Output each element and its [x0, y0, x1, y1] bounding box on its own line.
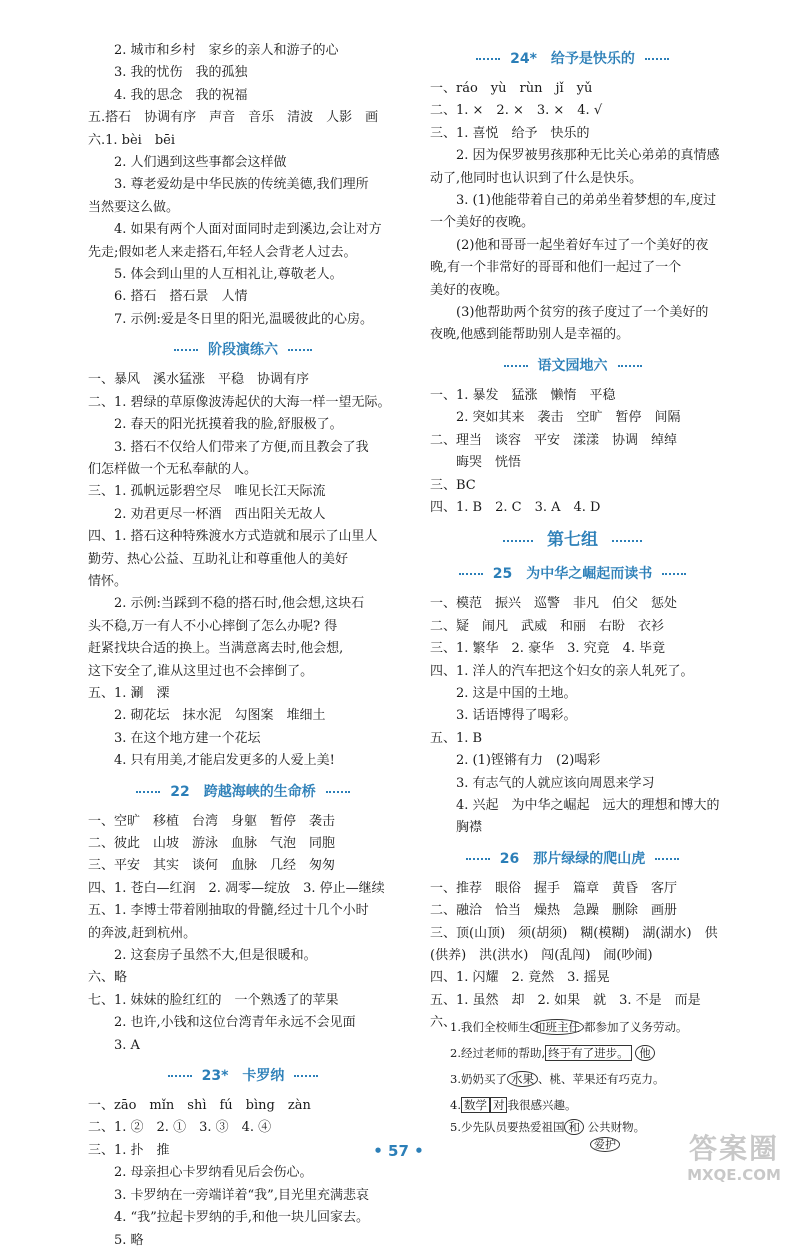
answer-line: 六、: [430, 1015, 457, 1031]
answer-line: 一、空旷 移植 台湾 身躯 暂停 袭击: [88, 813, 336, 829]
answer-line: 晦哭 恍悟: [456, 455, 522, 471]
answer-line: 二、1. 碧绿的草原像波涛起伏的大海一样一望无际。: [88, 394, 391, 410]
answer-line: (供养) 洪(洪水) 闯(乱闯) 闹(吵闹): [430, 948, 653, 963]
answer-line: 五、1. 李博士带着刚抽取的骨髓,经过十几个小时: [88, 903, 369, 919]
answer-line: 赶紧找块合适的换上。当满意离去时,他会想,: [88, 641, 344, 657]
answer-line: 2. 砌花坛 抹水泥 勾图案 堆细土: [114, 708, 326, 724]
diagram-text: 公共财物。: [587, 1120, 646, 1134]
answer-line: 3. 卡罗纳在一旁端详着“我”,目光里充满悲哀: [114, 1187, 369, 1203]
answer-line: 一、zāo mǐn shì fú bìng zàn: [88, 1098, 311, 1114]
diagram-sentence-3: [450, 1068, 664, 1090]
answer-line: 三、1. 喜悦 给予 快乐的: [430, 125, 590, 141]
answer-line: 3. 搭石不仅给人们带来了方便,而且教会了我: [114, 439, 369, 455]
answer-line: 5. 略: [114, 1232, 144, 1248]
diagram-circled-word: 和班主任: [530, 1019, 584, 1035]
section-heading: 22 跨越海峡的生命桥: [88, 781, 398, 803]
answer-line: 这下安全了,谁从这里过也不会摔倒了。: [88, 663, 314, 679]
diagram-sentence-2: [450, 1042, 655, 1064]
diagram-inserted-word: 他: [635, 1045, 655, 1061]
answer-line: 2. 母亲担心卡罗纳看见后会伤心。: [114, 1165, 313, 1181]
answer-line: 当然要这么做。: [88, 199, 180, 215]
answer-line: 3. A: [114, 1037, 140, 1053]
answer-line: 三、顶(山顶) 须(胡须) 糊(模糊) 湖(湖水) 供: [430, 925, 718, 941]
answer-line: 一、ráo yù rùn jǐ yǔ: [430, 81, 593, 96]
section-heading: 26 那片绿绿的爬山虎: [430, 848, 715, 870]
answer-line: (3)他帮助两个贫穷的孩子度过了一个美好的: [456, 305, 709, 321]
answer-line: 三、1. 扑 推: [88, 1142, 170, 1158]
answer-line: 2. 人们遇到这些事都会这样做: [114, 155, 287, 171]
answer-line: 情怀。: [88, 573, 128, 589]
answer-line: 的奔波,赶到杭州。: [88, 925, 197, 941]
answer-line: 先走;假如老人来走搭石,年轻人会背老人过去。: [88, 244, 357, 260]
answer-line: 2. (1)铿锵有力 (2)喝彩: [456, 753, 601, 769]
answer-line: 三、平安 其实 谈何 血脉 几经 匆匆: [88, 858, 336, 874]
answer-line: 3. 尊老爱幼是中华民族的传统美德,我们理所: [114, 177, 369, 193]
answer-line: 晚,有一个非常好的哥哥和他们一起过了一个: [430, 260, 682, 276]
answer-line: 2. 城市和乡村 家乡的亲人和游子的心: [114, 43, 339, 58]
answer-line: 五、1. B: [430, 730, 483, 746]
section-heading: 语文园地六: [430, 355, 715, 377]
answer-line: 六、略: [88, 970, 128, 986]
answer-line: 3. (1)他能带着自己的弟弟坐着梦想的车,度过: [456, 193, 717, 209]
answer-line: 2. 因为保罗被男孩那种无比关心弟弟的真情感: [456, 148, 720, 164]
answer-line: 2. 突如其来 袭击 空旷 暂停 间隔: [456, 410, 681, 426]
answer-line: 五、1. 涮 溧: [88, 685, 170, 701]
answer-line: 四、1. 洋人的汽车把这个妇女的亲人轧死了。: [430, 663, 694, 679]
answer-line: 2. 这套房子虽然不大,但是很暖和。: [114, 948, 317, 964]
answer-line: 2. 示例:当踩到不稳的搭石时,他会想,这块石: [114, 596, 365, 612]
diagram-text: 、桃、苹果还有巧克力。: [537, 1072, 665, 1086]
diagram-circled-word: 和: [564, 1119, 584, 1135]
answer-line: 二、1. ② 2. ① 3. ③ 4. ④: [88, 1120, 272, 1136]
diagram-boxed-word: 对: [490, 1097, 508, 1113]
answer-line: 动了,他同时也认识到了什么是快乐。: [430, 170, 643, 186]
diagram-text: 5.少先队员要热爱祖国: [450, 1120, 565, 1134]
answer-line: 4. “我”拉起卡罗纳的手,和他一块儿回家去。: [114, 1210, 369, 1226]
diagram-text: 2.经过老师的帮助,: [450, 1046, 546, 1060]
answer-line: 三、BC: [430, 477, 476, 493]
diagram-text: 3.奶奶买了: [450, 1072, 507, 1086]
watermark-url: MXQE.COM: [687, 1166, 781, 1184]
right-column: [430, 40, 720, 1035]
answer-line: 美好的夜晚。: [430, 282, 509, 298]
answer-line: 一、推荐 眼俗 握手 篇章 黄昏 客厅: [430, 880, 678, 896]
answer-line: 6. 搭石 搭石景 人情: [114, 289, 248, 305]
answer-line: 四、1. 苍白—红润 2. 凋零—绽放 3. 停止—继续: [88, 880, 385, 896]
answer-line: 一、模范 振兴 巡警 非凡 伯父 惩处: [430, 596, 678, 612]
answer-line: 3. 我的忧伤 我的孤独: [114, 65, 248, 81]
answer-line: 胸襟: [456, 820, 483, 836]
answer-line: 勤劳、热心公益、互助礼让和尊重他人的美好: [88, 551, 349, 567]
answer-line: 二、疑 闹凡 武威 和丽 右盼 衣衫: [430, 618, 665, 634]
watermark-logo: [679, 1132, 789, 1194]
diagram-sentence-1: [450, 1016, 687, 1038]
answer-line: 3. 在这个地方建一个花坛: [114, 730, 261, 746]
answer-line: 3. 话语博得了喝彩。: [456, 708, 577, 724]
watermark-text: 答案圈: [688, 1132, 779, 1165]
answer-line: 一、暴风 溪水猛涨 平稳 协调有序: [88, 372, 310, 388]
answer-line: 五.搭石 协调有序 声音 音乐 清波 人影 画: [88, 110, 379, 126]
diagram-text: 我很感兴趣。: [507, 1098, 577, 1112]
answer-line: 4. 只有用美,才能启发更多的人爱上美!: [114, 753, 335, 769]
diagram-text: 1.我们全校师生: [450, 1020, 530, 1034]
diagram-inserted-word: 爱护: [590, 1137, 620, 1152]
answer-line: 4. 兴起 为中华之崛起 远大的理想和博大的: [456, 797, 720, 813]
section-heading: 25 为中华之崛起而读书: [430, 563, 715, 585]
answer-line: 2. 也许,小钱和这位台湾青年永远不会见面: [114, 1015, 356, 1031]
answer-line: 2. 春天的阳光抚摸着我的脸,舒服极了。: [114, 417, 343, 433]
answer-line: 4. 如果有两个人面对面同时走到溪边,会让对方: [114, 222, 382, 238]
answer-line: 四、1. B 2. C 3. A 4. D: [430, 499, 601, 515]
answer-line: 三、1. 孤帆远影碧空尽 唯见长江天际流: [88, 484, 326, 500]
diagram-circled-word: 水果: [507, 1071, 538, 1087]
section-heading: 23* 卡罗纳: [88, 1065, 398, 1087]
answer-line: 二、理当 谈容 平安 漾漾 协调 绰绰: [430, 432, 678, 448]
answer-line: 一个美好的夜晚。: [430, 215, 535, 231]
answer-line: 3. 有志气的人就应该向周恩来学习: [456, 775, 655, 791]
answer-line: 4. 我的思念 我的祝福: [114, 87, 248, 103]
diagram-text: 都参加了义务劳动。: [583, 1020, 688, 1034]
answer-line: 5. 体会到山里的人互相礼让,尊敬老人。: [114, 267, 343, 283]
answer-line: (2)他和哥哥一起坐着好车过了一个美好的夜: [456, 237, 709, 253]
page-number: • 57 •: [373, 1142, 424, 1160]
answer-line: 一、1. 暴发 猛涨 懒惰 平稳: [430, 387, 616, 403]
answer-line: 二、彼此 山坡 游泳 血脉 气泡 同胞: [88, 836, 336, 851]
diagram-text: 4.: [450, 1098, 461, 1112]
answer-line: 二、1. × 2. × 3. × 4. √: [430, 103, 603, 119]
section-heading: 24* 给予是快乐的: [430, 48, 715, 70]
group-heading: 第七组: [430, 525, 715, 555]
diagram-boxed-word: 终于有了进步。: [545, 1045, 632, 1061]
diagram-sentence-4: [450, 1094, 576, 1116]
sentence-correction-diagram: [430, 1012, 720, 1151]
answer-line: 7. 示例:爱是冬日里的阳光,温暖彼此的心房。: [114, 311, 374, 327]
answer-line: 头不稳,万一有人不小心摔倒了怎么办呢? 得: [88, 618, 338, 634]
left-column: [88, 40, 398, 1252]
answer-line: 四、1. 搭石这种特殊渡水方式造就和展示了山里人: [88, 529, 378, 545]
answer-line: 二、融洽 恰当 燥热 急躁 删除 画册: [430, 903, 678, 919]
answer-line: 七、1. 妹妹的脸红红的 一个熟透了的苹果: [88, 992, 339, 1008]
answer-line: 2. 劝君更尽一杯酒 西出阳关无故人: [114, 506, 326, 522]
answer-line: 六.1. bèi bēi: [88, 132, 176, 148]
section-heading: 阶段演练六: [88, 339, 398, 361]
answer-line: 五、1. 虽然 却 2. 如果 就 3. 不是 而是: [430, 992, 701, 1008]
answer-line: 2. 这是中国的土地。: [456, 685, 577, 701]
answer-line: 们怎样做一个无私奉献的人。: [88, 461, 258, 477]
answer-line: 夜晚,他感到能帮助别人是幸福的。: [430, 327, 630, 343]
diagram-boxed-word: 数学: [461, 1097, 490, 1113]
answer-line: 四、1. 闪耀 2. 竟然 3. 摇晃: [430, 970, 610, 986]
answer-line: 三、1. 繁华 2. 豪华 3. 究竟 4. 毕竟: [430, 641, 666, 657]
